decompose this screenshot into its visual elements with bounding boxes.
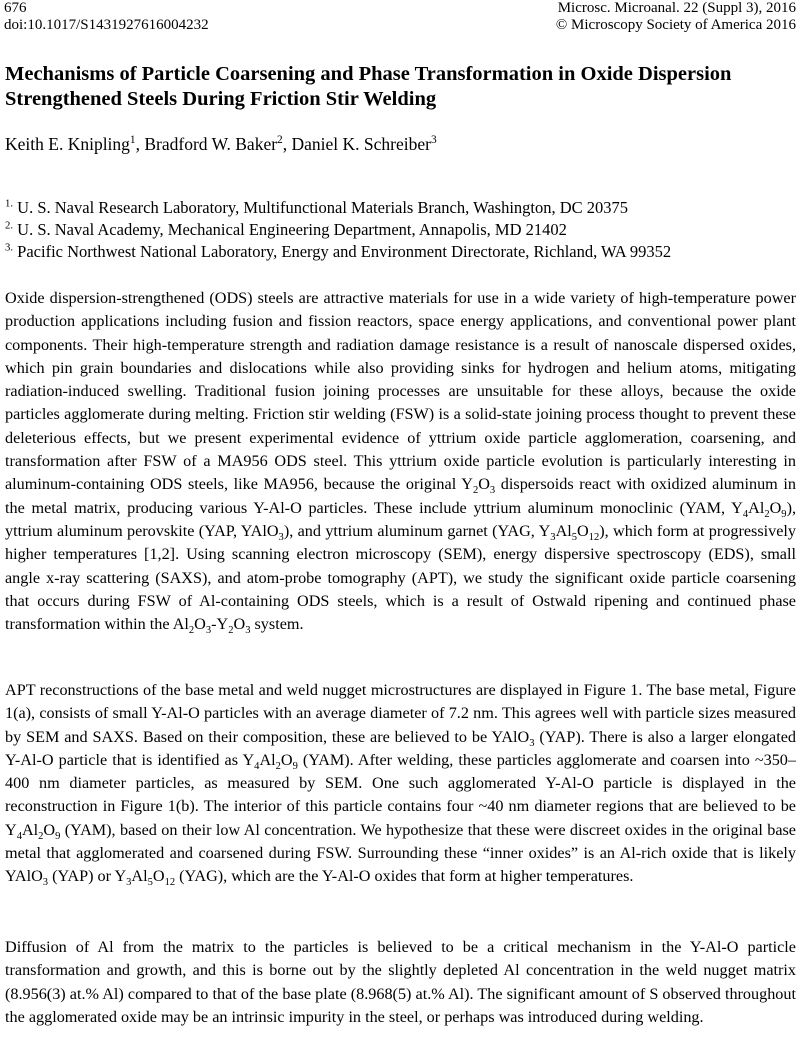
author-affiliation-mark: 1 xyxy=(129,134,136,147)
author-name: Daniel K. Schreiber xyxy=(291,134,431,154)
affiliation-number: 2. xyxy=(5,219,14,232)
formula-subscript: 5 xyxy=(571,532,578,544)
affiliation-text: Pacific Northwest National Laboratory, Energy and Environment Directorate, Richland, WA 99352 xyxy=(17,242,672,261)
author-name: Bradford W. Baker xyxy=(144,134,278,154)
formula-subscript: 3 xyxy=(529,737,535,749)
formula-subscript: 3 xyxy=(126,877,132,889)
formula-subscript: 3 xyxy=(42,877,49,889)
formula-subscript: 2 xyxy=(275,761,281,773)
formula-subscript: 12 xyxy=(588,532,600,544)
page-number: 676 xyxy=(4,0,27,16)
formula-subscript: 3 xyxy=(278,532,284,544)
paper-title: Mechanisms of Particle Coarsening and Phase Transformation in Oxide Dispersion Strengthened Steels During Friction Stir Welding xyxy=(5,63,732,110)
body-paragraph: Oxide dispersion-strengthened (ODS) steels are attractive materials for use in a wide variety of high-temperature power production applications including fusion and fission reactors, space energy applications, and conventional power plant components. Their high-temperature strength and radiation damage resistance is a result of nanoscale dispersed oxides, which pin grain boundaries and dislocations while also providing sinks for hydrogen and helium atoms, mitigating radiation-induced swelling. Traditional fusion joining processes are unsuitable for these alloys, because the oxide particles agglomerate during melting. Friction stir welding (FSW) is a solid-state joining process thought to prevent these deleterious effects, but we present experimental evidence of yttrium oxide particle agglomeration, coarsening, and transformation after FSW of a MA956 ODS steel. This yttrium oxide particle evolution is particularly interesting in aluminum-containing ODS steels, like MA956, because the original $Y_2O_3$ dispersoids react with oxidized aluminum in the metal matrix, producing various Y-Al-O particles. These include yttrium aluminum monoclinic (YAM, $Y_4Al_2O_9$), yttrium aluminum perovskite (YAP, YAlO$_3$), and yttrium aluminum garnet (YAG, $Y_3Al_5O_{12}$), which form at progressively higher temperatures [1,2]. Using scanning electron microscopy (SEM), energy dispersive spectroscopy (EDS), small angle x-ray scattering (SAXS), and atom-probe tomography (APT), we study the significant oxide particle coarsening that occurs during FSW of Al-containing ODS steels, which is a result of Ostwald ripening and continued phase transformation within the $Al_2O_3-Y_2O_3$ system. xyxy=(5,289,796,637)
affiliation-list xyxy=(5,197,671,263)
formula-subscript: 9 xyxy=(55,831,61,843)
formula-subscript: 2 xyxy=(764,508,770,520)
body-paragraph: APT reconstructions of the base metal and weld nugget microstructures are displayed in Figure 1. The base metal, Figure 1(a), consists of small Y-Al-O particles with an average diameter of 7.2 nm. This agrees well with particle sizes measured by SEM and SAXS. Based on their composition, these are believed to be YAlO$_3$ (YAP). There is also a larger elongated Y-Al-O particle that is identified as $Y_4Al_2O_9$ (YAM). After welding, these particles agglomerate and coarsen into ~350–400 nm diameter particles, as measured by SEM. One such agglomerated Y-Al-O particle is displayed in the reconstruction in Figure 1(b). The interior of this particle contains four ~40 nm diameter regions that are believed to be $Y_4Al_2O_9$ (YAM), based on their low Al concentration. We hypothesize that these were discreet oxides in the original base metal that agglomerated and coarsened during FSW. Surrounding these “inner oxides” is an Al-rich oxide that is likely YAlO$_3$ (YAP) or $Y_3Al_5O_{12}$ (YAG), which are the Y-Al-O oxides that form at higher temperatures. xyxy=(5,681,796,889)
formula-subscript: 9 xyxy=(292,761,298,773)
formula-subscript: 4 xyxy=(254,761,260,773)
formula-subscript: 2 xyxy=(472,485,479,497)
affiliation xyxy=(5,219,671,241)
formula-subscript: 3 xyxy=(205,625,212,637)
copyright: © Microscopy Society of America 2016 xyxy=(555,17,796,33)
header-right xyxy=(556,0,796,34)
formula-subscript: 9 xyxy=(781,508,787,520)
author-name: Keith E. Knipling xyxy=(5,134,130,154)
formula-subscript: 12 xyxy=(164,877,176,889)
formula-subscript: 3 xyxy=(489,485,496,497)
affiliation xyxy=(5,241,671,263)
formula-subscript: 5 xyxy=(147,877,153,889)
header-left xyxy=(4,0,209,34)
affiliation-text: U. S. Naval Research Laboratory, Multifunctional Materials Branch, Washington, DC 20375 xyxy=(17,198,629,217)
author xyxy=(144,134,282,154)
author-affiliation-mark: 2 xyxy=(277,134,283,147)
affiliation-number: 3. xyxy=(5,241,14,254)
doi: doi:10.1017/S1431927616004232 xyxy=(4,17,209,33)
affiliation-number: 1. xyxy=(5,197,14,210)
body-paragraph: Diffusion of Al from the matrix to the particles is believed to be a critical mechanism in the Y-Al-O particle transformation and growth, and this is borne out by the slightly depleted Al concentration in the weld nugget matrix (8.956(3) at.% Al) compared to that of the base plate (8.968(5) at.% Al). The significant amount of S observed throughout the agglomerated oxide may be an intrinsic impurity in the steel, or perhaps was introduced during welding. xyxy=(5,938,796,1026)
formula-subscript: 4 xyxy=(16,831,22,843)
formula-subscript: 3 xyxy=(550,532,556,544)
formula-subscript: 4 xyxy=(742,508,749,520)
author xyxy=(5,134,136,154)
author xyxy=(291,134,436,154)
affiliation xyxy=(5,197,671,219)
formula-subscript: 2 xyxy=(228,625,234,637)
author-list: Keith E. Knipling$^1$, Bradford W. Baker$^2$, Daniel K. Schreiber$^3$ xyxy=(5,134,437,154)
formula-subscript: 3 xyxy=(245,625,251,637)
formula-subscript: 2 xyxy=(188,625,195,637)
journal-citation: Microsc. Microanal. 22 (Suppl 3), 2016 xyxy=(557,0,796,16)
affiliation-text: U. S. Naval Academy, Mechanical Engineering Department, Annapolis, MD 21402 xyxy=(17,220,567,239)
formula-subscript: 2 xyxy=(38,831,44,843)
author-affiliation-mark: 3 xyxy=(430,134,437,147)
